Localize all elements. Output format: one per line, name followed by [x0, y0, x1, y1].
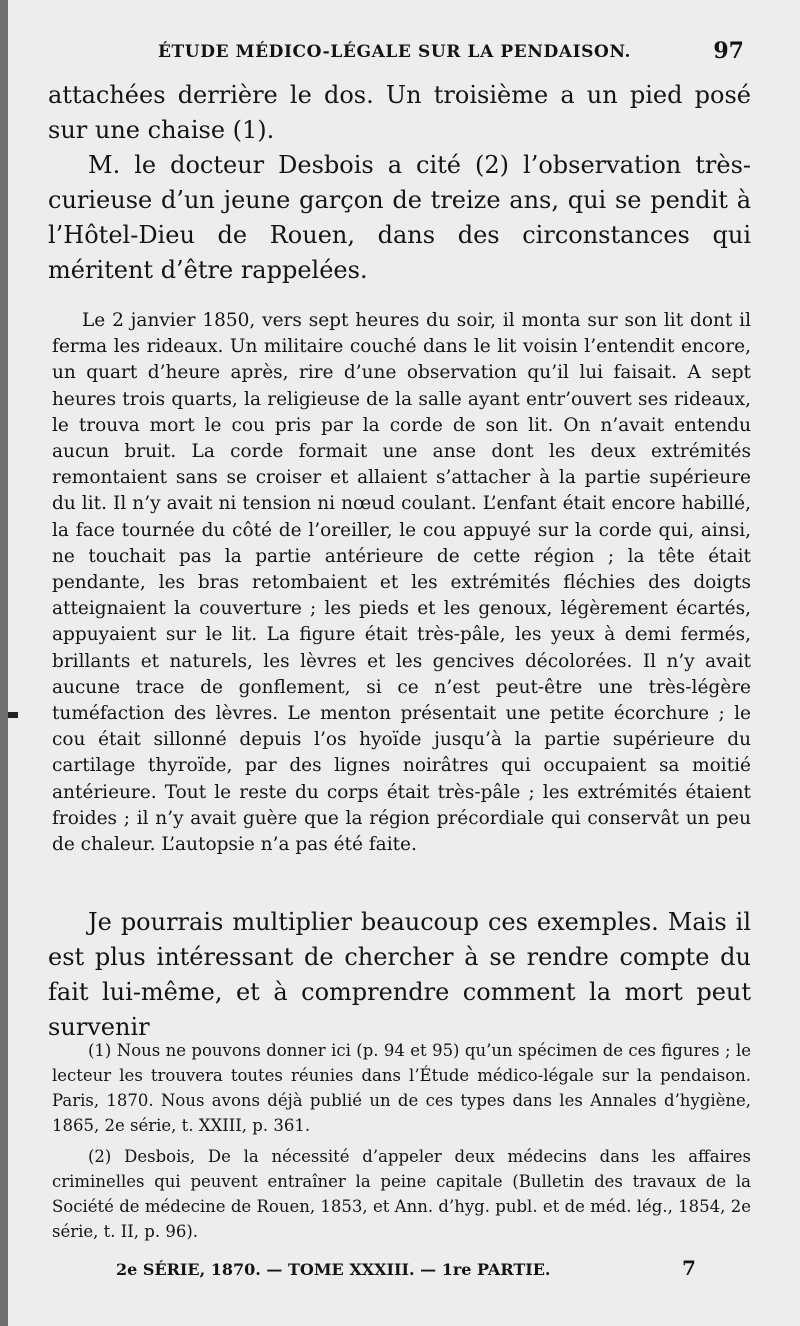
paragraph-continuation: attachées derrière le dos. Un troisième a un pied posé sur une chaise (1).: [48, 81, 751, 144]
main-text-top: [48, 78, 751, 288]
page-footer: [8, 1256, 800, 1286]
paragraph-desbois: M. le docteur Desbois a cité (2) l’observation très-curieuse d’un jeune garçon de treize ans, qui se pendit à l’Hôtel-Dieu de Rouen, dans des circonstances qui méritent d’être rappelées.: [48, 151, 751, 284]
running-title: ÉTUDE MÉDICO-LÉGALE SUR LA PENDAISON.: [158, 42, 632, 62]
case-observation: [52, 308, 751, 858]
footnote-1: (1) Nous ne pouvons donner ici (p. 94 et 95) qu’un spécimen de ces figures ; le lecteur les trouvera toutes réunies dans l’Étude médico-légale sur la pendaison. Paris, 1870. Nous avons déjà publié un de ces types dans les Annales d’hygiène, 1865, 2e série, t. XXIII, p. 361.: [52, 1041, 751, 1135]
margin-mark: [8, 712, 18, 718]
page-header: [8, 38, 800, 68]
footnotes: [52, 1038, 751, 1250]
book-page: [8, 0, 800, 1326]
printer-signature: 2e SÉRIE, 1870. — TOME XXXIII. — 1re PARTIE.: [116, 1260, 551, 1279]
paragraph-conclusion: Je pourrais multiplier beaucoup ces exemples. Mais il est plus intéressant de chercher à se rendre compte du fait lui-même, et à comprendre comment la mort peut survenir: [48, 908, 751, 1041]
footnote-2: (2) Desbois, De la nécessité d’appeler deux médecins dans les affaires criminelles qui peuvent entraîner la peine capitale (Bulletin des travaux de la Société de médecine de Rouen, 1853, et Ann. d’hyg. publ. et de méd. lég., 1854, 2e série, t. II, p. 96).: [52, 1147, 751, 1241]
signature-number: 7: [682, 1256, 696, 1280]
observation-text: Le 2 janvier 1850, vers sept heures du soir, il monta sur son lit dont il ferma les rideaux. Un militaire couché dans le lit voisin l’entendit encore, un quart d’heure après, rire d’une observation qu’il lui faisait. A sept heures trois quarts, la religieuse de la salle ayant entr’ouvert ses rideaux, le trouva mort le cou pris par la corde de son lit. On n’avait entendu aucun bruit. La corde formait une anse dont les deux extrémités remontaient sans se croiser et allaient s’attacher à la partie supérieure du lit. Il n’y avait ni tension ni nœud coulant. L’enfant était encore habillé, la face tournée du côté de l’oreiller, le cou appuyé sur la corde qui, ainsi, ne touchait pas la partie antérieure de cette région ; la tête était pendante, les bras retombaient et les extrémités fléchies des doigts atteignaient la couverture ; les pieds et les genoux, légèrement écartés, appuyaient sur le lit. La figure était très-pâle, les yeux à demi fermés, brillants et naturels, les lèvres et les gencives décolorées. Il n’y avait aucune trace de gonflement, si ce n’est peut-être une très-légère tuméfaction des lèvres. Le menton présentait une petite écorchure ; le cou était sillonné depuis l’os hyoïde jusqu’à la partie supérieure du cartilage thyroïde, par des lignes noirâtres qui occupaient sa moitié antérieure. Tout le reste du corps était très-pâle ; les extrémités étaient froides ; il n’y avait guère que la région précordiale qui conservât un peu de chaleur. L’autopsie n’a pas été faite.: [52, 310, 751, 856]
main-text-bottom: [48, 905, 751, 1045]
page-number: 97: [713, 38, 744, 64]
